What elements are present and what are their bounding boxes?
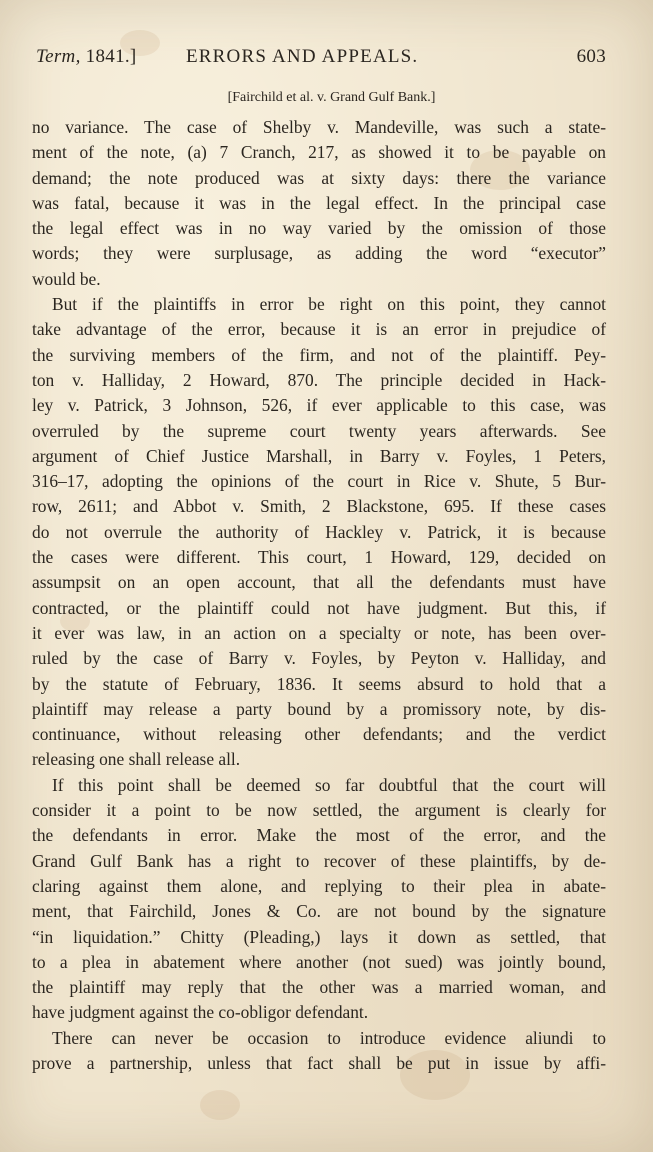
- text-line: to a plea in abatement where another (not sued) was jointly bound,: [32, 951, 606, 972]
- text-line: contracted, or the plaintiff could not have judgment. But this, if: [32, 597, 606, 618]
- term-label: [36, 46, 137, 68]
- text-line: “in liquidation.” Chitty (Pleading,) lays it down as settled, that: [32, 926, 606, 947]
- text-line: If this point shall be deemed so far doubtful that the court will: [52, 774, 606, 795]
- term-year: 1841.]: [80, 46, 137, 67]
- text-line: 316–17, adopting the opinions of the court in Rice v. Shute, 5 Bur-: [32, 471, 606, 492]
- text-line: ment of the note, (a) 7 Cranch, 217, as showed it to be payable on: [32, 142, 606, 163]
- case-caption: [0, 90, 653, 106]
- text-line: do not overrule the authority of Hackley v. Patrick, it is because: [32, 521, 606, 542]
- case-caption-text: [Fairchild et al. v. Grand Gulf Bank.]: [227, 90, 436, 105]
- body-text: [32, 115, 606, 1076]
- text-line: was fatal, because it was in the legal effect. In the principal case: [32, 192, 606, 213]
- text-line: the plaintiff may reply that the other was a married woman, and: [32, 977, 606, 998]
- text-line: demand; the note produced was at sixty days: there the variance: [32, 167, 606, 188]
- text-line: argument of Chief Justice Marshall, in Barry v. Foyles, 1 Peters,: [32, 445, 606, 466]
- text-line: ment, that Fairchild, Jones & Co. are not bound by the signature: [32, 901, 606, 922]
- text-line: claring against them alone, and replying to their plea in abate-: [32, 875, 606, 896]
- text-line: the defendants in error. Make the most of the error, and the: [32, 825, 606, 846]
- text-line: row, 2611; and Abbot v. Smith, 2 Blackstone, 695. If these cases: [32, 496, 606, 517]
- text-line: prove a partnership, unless that fact shall be put in issue by affi-: [32, 1052, 606, 1073]
- text-line: by the statute of February, 1836. It seems absurd to hold that a: [32, 673, 606, 694]
- text-line: have judgment against the co-obligor defendant.: [32, 1002, 369, 1023]
- foxing-spot: [200, 1090, 240, 1120]
- text-line: But if the plaintiffs in error be right on this point, they cannot: [52, 294, 606, 315]
- text-line: it ever was law, in an action on a specialty or note, has been over-: [32, 622, 606, 643]
- paragraph: [32, 773, 606, 1026]
- text-line: plaintiff may release a party bound by a promissory note, by dis-: [32, 698, 606, 719]
- text-line: releasing one shall release all.: [32, 749, 241, 770]
- running-title: ERRORS AND APPEALS.: [186, 46, 419, 67]
- page-number: 603: [576, 46, 606, 67]
- text-line: would be.: [32, 268, 101, 289]
- text-line: words; they were surplusage, as adding the word “executor”: [32, 243, 606, 264]
- text-line: the cases were different. This court, 1 Howard, 129, decided on: [32, 547, 606, 568]
- text-line: the surviving members of the firm, and not of the plaintiff. Pey-: [32, 344, 606, 365]
- text-line: ruled by the case of Barry v. Foyles, by Peyton v. Halliday, and: [32, 648, 606, 669]
- text-line: ton v. Halliday, 2 Howard, 870. The principle decided in Hack-: [32, 369, 606, 390]
- text-line: no variance. The case of Shelby v. Mandeville, was such a state-: [32, 117, 606, 137]
- running-header: [36, 46, 606, 76]
- text-line: continuance, without releasing other defendants; and the verdict: [32, 724, 606, 745]
- paragraph: [32, 292, 606, 773]
- text-line: Grand Gulf Bank has a right to recover of these plaintiffs, by de-: [32, 850, 606, 871]
- text-line: overruled by the supreme court twenty years afterwards. See: [32, 420, 606, 441]
- paragraph: [32, 1026, 606, 1077]
- paragraph: [32, 115, 606, 292]
- text-line: ley v. Patrick, 3 Johnson, 526, if ever applicable to this case, was: [32, 395, 606, 416]
- text-line: assumpsit on an open account, that all the defendants must have: [32, 572, 606, 593]
- text-line: the legal effect was in no way varied by the omission of those: [32, 218, 606, 239]
- text-line: consider it a point to be now settled, the argument is clearly for: [32, 800, 606, 821]
- term-word: Term,: [36, 46, 81, 67]
- text-line: There can never be occasion to introduce evidence aliundi to: [52, 1027, 606, 1048]
- text-line: take advantage of the error, because it is an error in prejudice of: [32, 319, 606, 340]
